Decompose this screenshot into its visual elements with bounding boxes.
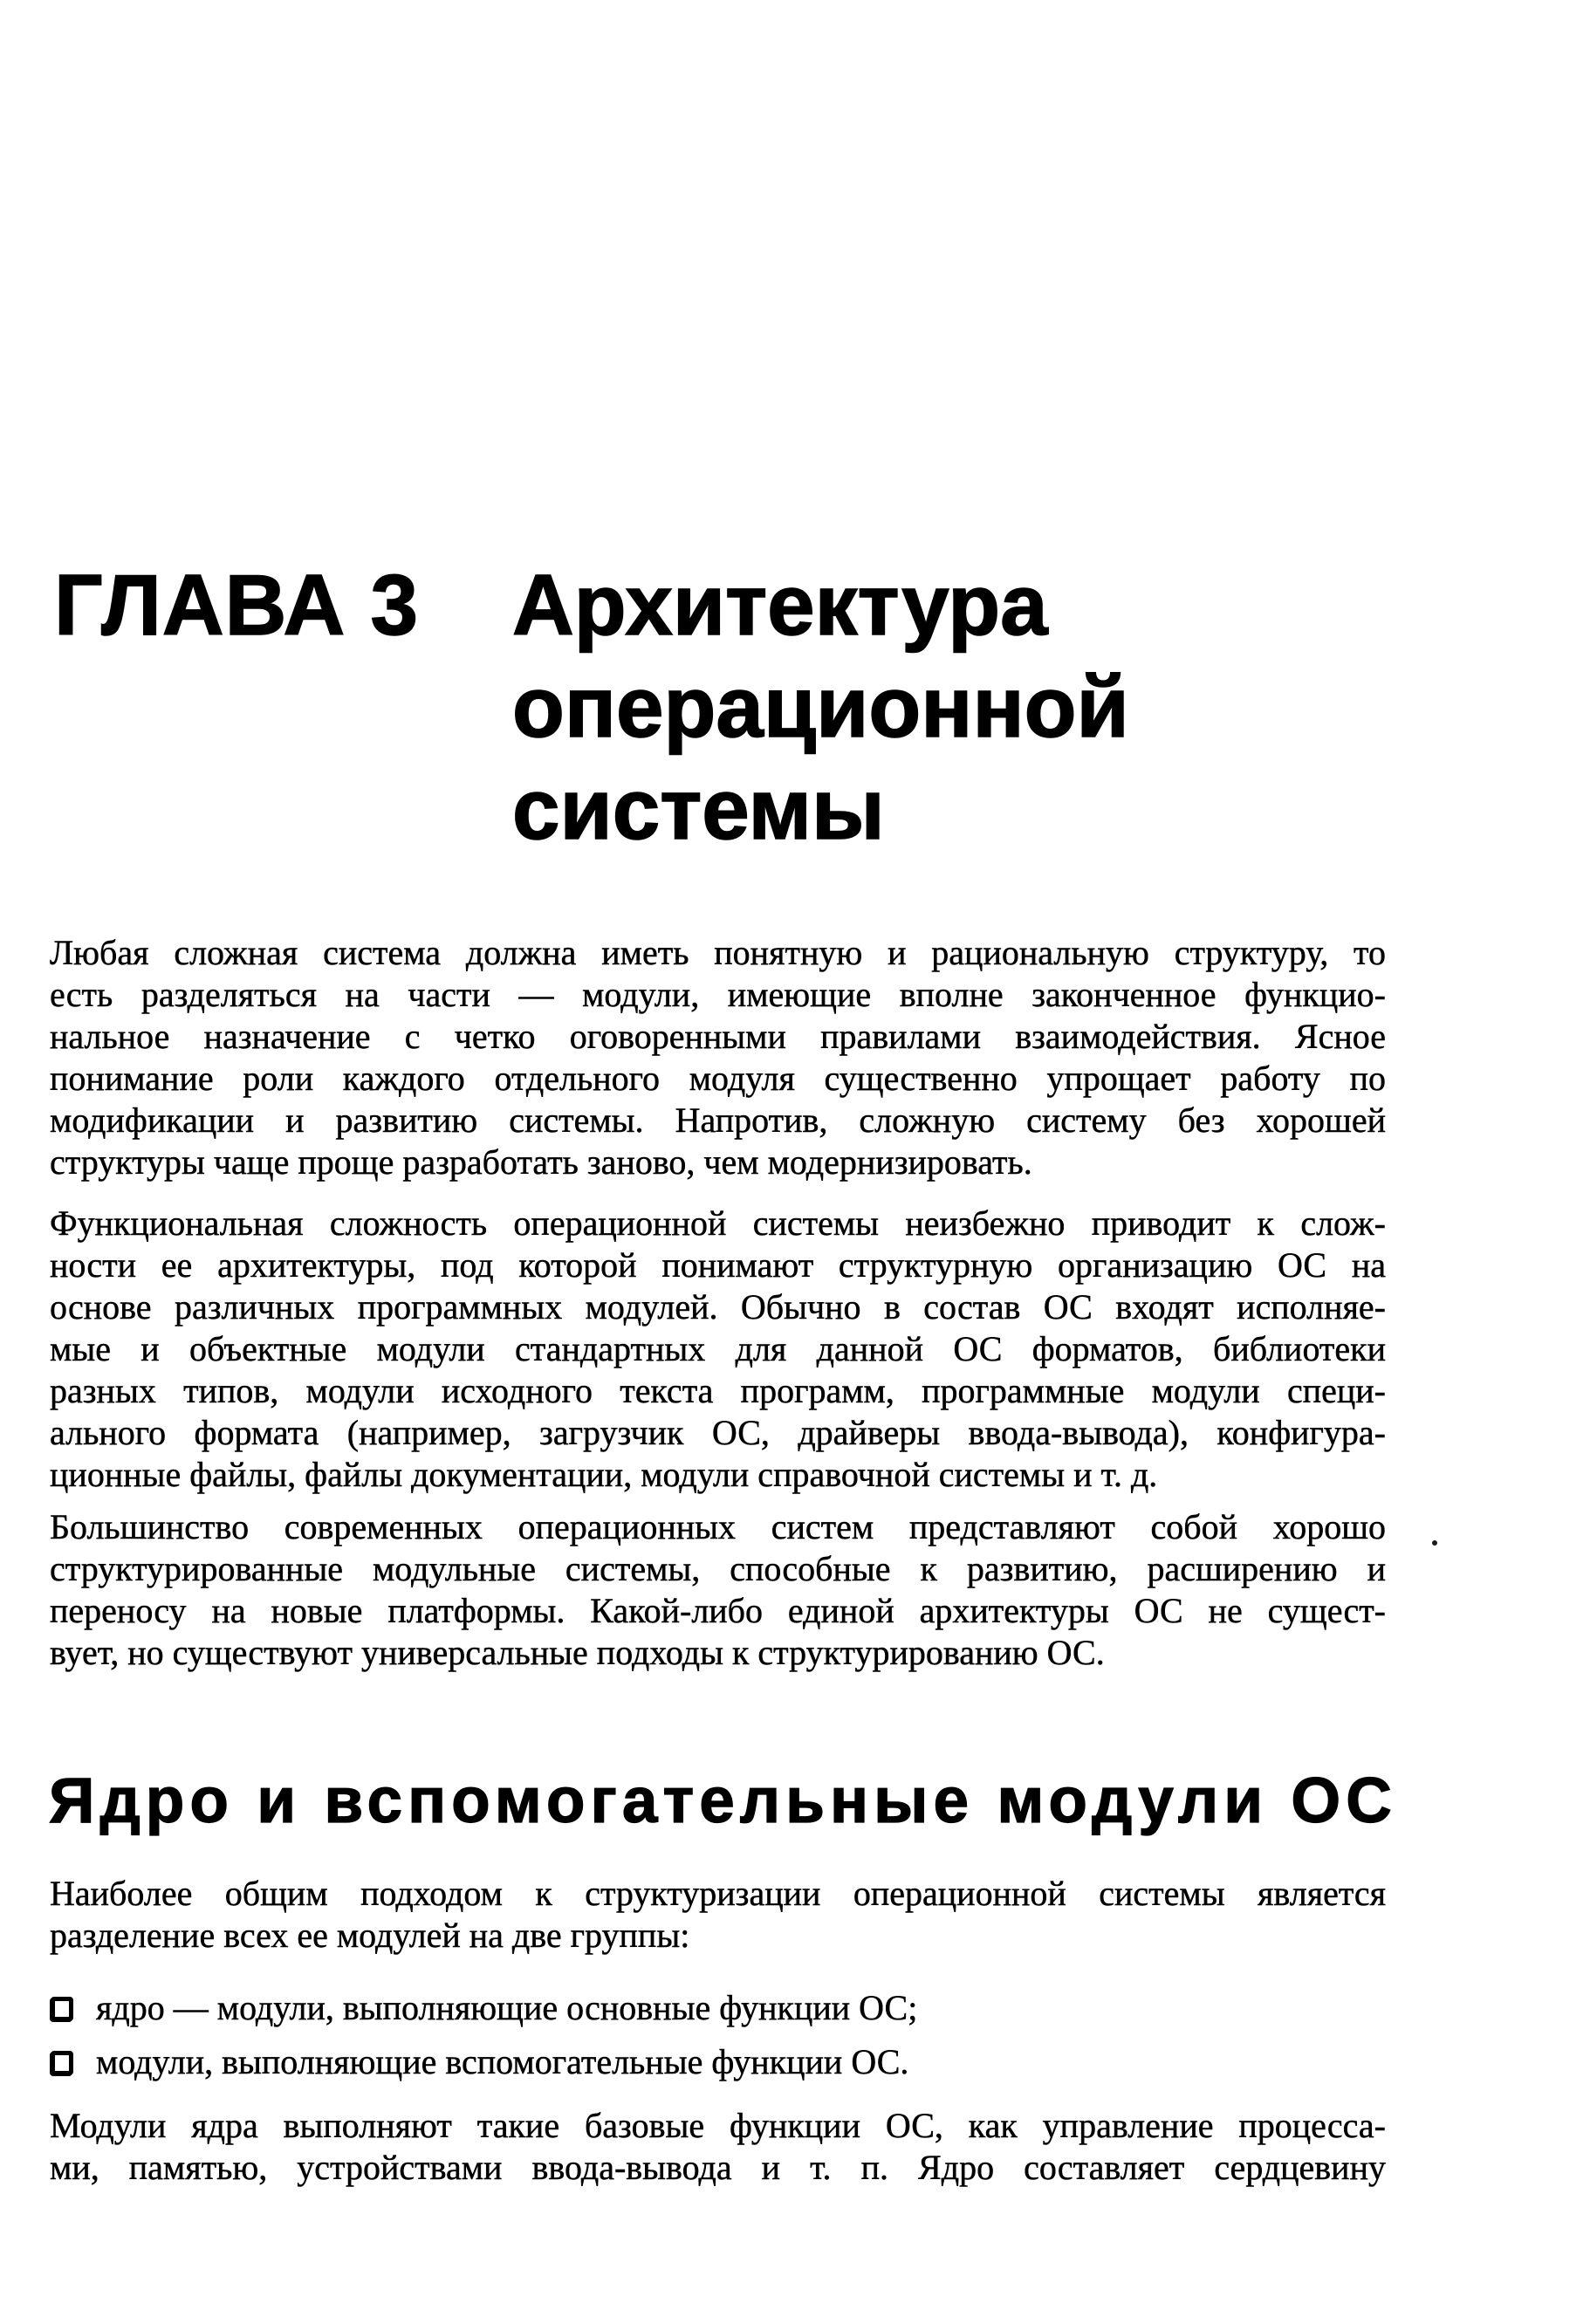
list-item [51,2041,1386,2083]
text-line: понимание роли каждого отдельного модуля существенно упрощает работу по [50,1059,1386,1098]
text-line: ности ее архитектуры, под которой понимают структурную организацию ОС на [50,1245,1386,1285]
text-line: ми, памятью, устройствами ввода-вывода и т. п. Ядро составляет сердцевину [50,2148,1386,2187]
chapter-title [512,554,1129,860]
list-item [51,1987,1386,2029]
chapter-title-line: системы [512,761,885,857]
chapter-title-line: операционной [512,659,1129,755]
text-line: основе различных программных модулей. Обычно в состав ОС входят исполняе- [50,1287,1386,1327]
paragraph-4 [50,1873,1386,1957]
text-line: Наиболее общим подходом к структуризации операционной системы является [50,1874,1386,1913]
text-line: ального формата (например, загрузчик ОС, драйверы ввода-вывода), конфигура- [50,1413,1386,1452]
text-line: нальное назначение с четко оговоренными правилами взаимодействия. Ясное [50,1017,1386,1056]
text-line: разделение всех ее модулей на две группы: [50,1916,690,1955]
section-heading: Ядро и вспомогательные модули ОС [49,1765,1397,1836]
paragraph-3 [50,1506,1386,1674]
paragraph-1 [50,932,1386,1183]
square-bullet-icon [51,1997,73,2021]
text-line: Модули ядра выполняют такие базовые функции ОС, как управление процесса- [50,2106,1386,2145]
square-bullet-icon [51,2051,73,2075]
text-line: модификации и развитию системы. Напротив, сложную систему без хорошей [50,1100,1386,1140]
paragraph-2 [50,1203,1386,1496]
text-line: структуры чаще проще разработать заново, чем модернизировать. [50,1142,1032,1182]
chapter-label: ГЛАВА 3 [54,557,420,653]
text-line: Большинство современных операционных систем представляют собой хорошо [50,1507,1386,1546]
bullet-text: ядро — модули, выполняющие основные функции ОС; [96,1988,918,2027]
text-line: Функциональная сложность операционной системы неизбежно приводит к слож- [50,1203,1386,1243]
text-line: мые и объектные модули стандартных для данной ОС форматов, библиотеки [50,1329,1386,1368]
text-line: есть разделяться на части — модули, имеющие вполне законченное функцио- [50,975,1386,1014]
text-line: ционные файлы, файлы документации, модули справочной системы и т. д. [50,1455,1158,1494]
chapter-title-line: Архитектура [512,557,1048,653]
text-line: вует, но существуют универсальные подходы к структурированию ОС. [50,1633,1105,1672]
scan-speck [1432,1540,1437,1546]
paragraph-5 [50,2105,1386,2189]
text-line: разных типов, модули исходного текста программ, программные модули специ- [50,1371,1386,1410]
text-line: переносу на новые платформы. Какой-либо единой архитектуры ОС не сущест- [50,1591,1386,1630]
bullet-text: модули, выполняющие вспомогательные функции ОС. [96,2042,909,2081]
text-line: структурированные модульные системы, способные к развитию, расширению и [50,1549,1386,1588]
text-line: Любая сложная система должна иметь понятную и рациональную структуру, то [50,933,1386,972]
